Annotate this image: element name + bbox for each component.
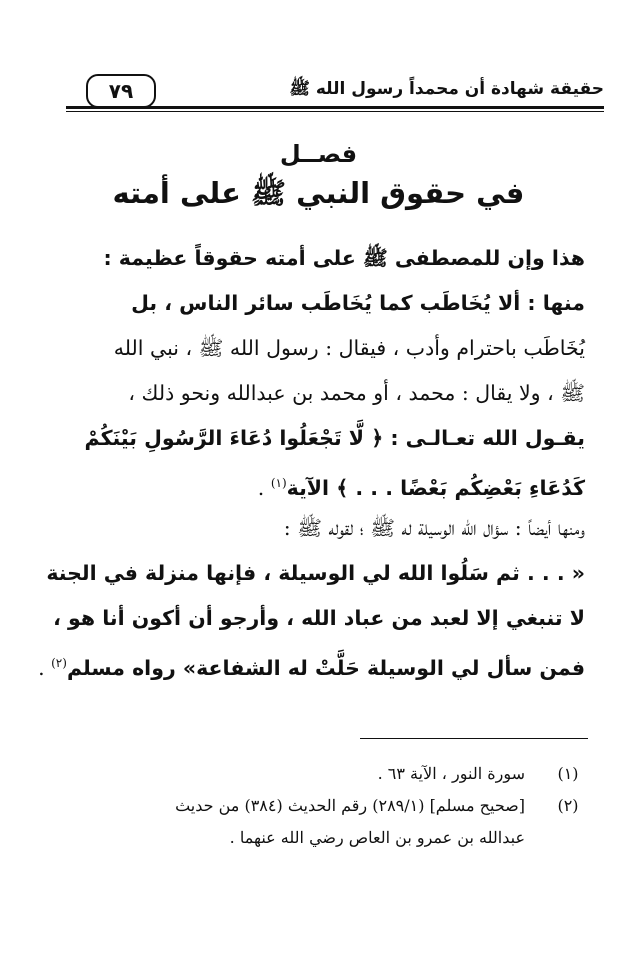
line-end-period: .	[257, 475, 271, 500]
quran-verse-text: كَدُعَاءِ بَعْضِكُم بَعْضًا . . . ﴾ الآية	[286, 475, 585, 500]
page-number: ٧٩	[86, 74, 156, 108]
running-title: حقيقة شهادة أن محمداً رسول الله ﷺ	[289, 79, 604, 99]
footnotes	[37, 758, 585, 854]
section-label: فصــل	[279, 140, 358, 168]
header-rule-thick	[66, 106, 604, 109]
line-end-period: .	[38, 655, 52, 680]
footnote-1	[37, 758, 585, 790]
footnote-number: (١)	[557, 764, 579, 783]
quran-verse-line-1: يقـول الله تعـالـى : ﴿ لَّا تَجْعَلُوا دُعَاءَ الرَّسُولِ بَيْنَكُمْ	[84, 426, 585, 450]
quran-verse-line-2	[258, 461, 585, 511]
body-line-2-text: منها : ألا يُخَاطَب كما يُخَاطَب سائر الناس ، بل	[131, 291, 585, 315]
section-title: في حقوق النبي ﷺ على أمته	[112, 176, 525, 210]
footnote-text: سورة النور ، الآية ٦٣ .	[377, 764, 525, 783]
footnote-2	[37, 790, 585, 822]
body-line-3: يُخَاطَب باحترام وأدب ، فيقال : رسول الله ﷺ ، نبي الله	[113, 336, 585, 360]
footnote-separator	[360, 738, 588, 739]
footnote-number: (٢)	[557, 796, 579, 815]
hadith-text: فمن سأل لي الوسيلة حَلَّتْ له الشفاعة» رواه مسلم	[66, 655, 585, 680]
footnote-2-continued	[37, 822, 585, 854]
footnote-text: عبدالله بن عمرو بن العاص رضي الله عنهما .	[229, 828, 525, 847]
body-text	[37, 236, 585, 706]
footnote-text: [صحيح مسلم] (٢٨٩/١) رقم الحديث (٣٨٤) من حديث	[175, 796, 525, 815]
body-line-7: ومنها أيضاً : سؤال الله الوسيلة له ﷺ ؛ لقوله ﷺ :	[283, 516, 585, 540]
hadith-line-2: لا تنبغي إلا لعبد من عباد الله ، وأرجو أن أكون أنا هو ،	[53, 606, 585, 630]
hadith-line-3	[38, 641, 585, 691]
body-line-4: ﷺ ، ولا يقال : محمد ، أو محمد بن عبدالله ونحو ذلك ،	[128, 381, 585, 405]
footnote-ref-1[interactable]: (١)	[270, 476, 287, 490]
footnote-ref-2[interactable]: (٢)	[51, 656, 67, 670]
body-line-2	[131, 281, 585, 326]
body-line-1: هذا وإن للمصطفى ﷺ على أمته حقوقاً عظيمة :	[103, 246, 585, 270]
hadith-line-1: « . . . ثم سَلُوا الله لي الوسيلة ، فإنها منزلة في الجنة	[46, 561, 585, 585]
page-header	[66, 74, 604, 114]
header-rule-thin	[66, 111, 604, 112]
